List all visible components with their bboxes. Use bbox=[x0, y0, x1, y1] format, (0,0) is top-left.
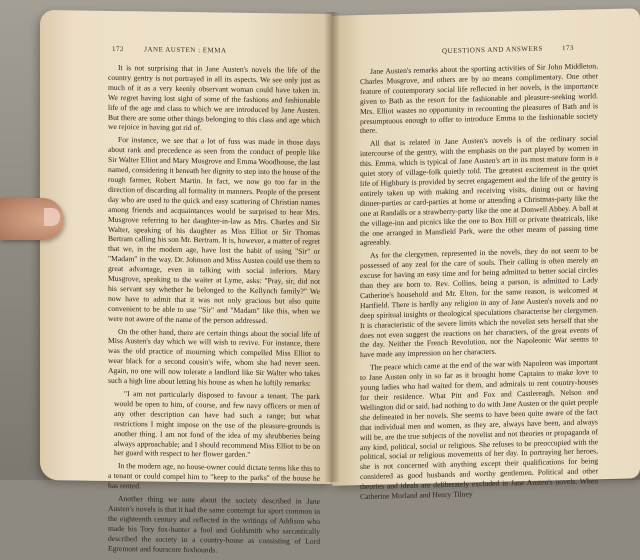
book-gutter bbox=[324, 12, 340, 482]
paragraph: It is not surprising that in Jane Austen's novels the life of the country gentry is not portrayed in all its aspects. We see only just as much of it as a very keenly observant woman could have taken in. We regret having lost sight of some of the fashions and fashionable life of the age and class to which we are introduced by Jane Austen. But there are some other things belonging to this class and age which we rejoice in having got rid of. bbox=[108, 63, 320, 133]
right-running-title: QUESTIONS AND ANSWERS bbox=[442, 44, 543, 56]
right-page bbox=[332, 8, 640, 502]
paragraph: The peace which came at the end of the war with Napoleon was important to Jane Austen only in so far as it brought home Captains to make love to young ladies who had waited for them, and admirals to rent country-houses for their residence. What Pitt and Fox and Castlereagh, Nelson and Wellington did or said, had nothing to do with Jane Austen or the quiet people she delineated in her novels. She seems to have been quite aware of the fact that individual men and women, as they are, always have been, and always will be, are the true subjects of the novelist and not theories or propaganda of any kind, political, social or religious. She refuses to be preoccupied with the political, social or religious movements of her day. In portraying her heroes, she is not concerned with anything except their qualifications for being considered as good husbands and worthy gentlemen. Political and other theories and ideals are deliberately excluded in Jane Austen's novels. When Catherine Morland and Henry Tilney bbox=[360, 357, 598, 502]
open-book bbox=[40, 12, 640, 555]
paragraph: For instance, we see that a lot of fuss was made in those days about rank and precedence as seen from the conduct of people like Sir Walter Elliot and Mary Musgrove and Emma Woodhouse, the last named, considering it beneath her dignity to step into the house of the rough farmer, Robert Martin. In fact, we now go too far in the direction of discarding all formality in manners. People of the present day who are used to the quick and easy scattering of Christian names among friends and acquaintances would be surprised to hear Mrs. Musgrove referring to her daughter-in-law as Mrs. Charles and Sir Walter, speaking of his daughter as Miss Elliot or Sir Thomas Bertram calling his son Mr. Bertram. It is, however, a matter of regret that we, in the modern age, have lost the habit of using "Sir" or "Madam" in the way. Dr. Johnson and Miss Austen could use them to great advantage, even in talking with social inferiors. Mary Musgrove, speaking to the waiter at Lyme, asks: "Pray, sir, did not his servant say whether he belonged to the Kellynch family?" We now have to admit that it was not only gracious but also quite convenient to be able to use "Sir" and "Madam" like this, when we were not aware of the name of the person addressed. bbox=[108, 135, 320, 325]
right-running-head bbox=[332, 42, 640, 58]
paragraph: Jane Austen's remarks about the sporting activities of Sir John Middleton, Charles Musgrove, and others are by no means complimentary. One other feature of contemporary social life reflected in her novels, is the importance given to Bath as the resort for the fashionable and pleasure-seeking world. Mrs. Elliot wastes no opportunity in recounting the pleasures of Bath and is presumptuous enough to offer to introduce Emma to the fashionable society there. bbox=[360, 61, 598, 136]
left-running-title: JANE AUSTEN : EMMA bbox=[144, 45, 227, 55]
right-page-text bbox=[360, 61, 598, 505]
paragraph: All that is related in Jane Austen's novels is of the ordinary social intercourse of the gentry, with the emphasis on the part played by women in this. Emma, which is typical of Jane Austen's art in its most mature form is a quiet story of village-folk quietly told. The greatest excitement in the quiet life of Highbury is provided by secret engagement and the life of the gentry is entirely taken up with making and receiving visits, dining out or having dinner-parties or card-parties at home or attending a Christmas-party like the one at Randalls or a strawberry-party like the one at Donwell Abbey. A ball at the village-inn and picnics like the one to Box Hill or private theatricals, like the one arranged in Mansfield Park, were the other means of passing time agreeably. bbox=[360, 133, 598, 248]
left-running-head bbox=[40, 44, 332, 56]
paragraph: In the modern age, no house-owner could dictate terms like this to a tenant or could compel him to "keep to the parks" of the house he has rented. bbox=[108, 461, 320, 491]
quotation: "I am not particularly disposed to favour a tenant. The park would be open to him, of course, and few navy officers or men of any other description can have had such a range; but what restrictions I might impose on the use of the pleasure-grounds is another thing. I am not fond of the idea of my shrubberies being always approachable; and I should recommend Miss Elliot to be on her guard with respect to her flower garden." bbox=[114, 389, 320, 460]
paragraph: As for the clergymen, represented in the novels, they do not seem to be possessed of any zeal for the care of souls. Their calling is often merely an excuse for having an easy time and for being admitted to better social circles than they are born to. Rev. Collins, being a parson, is admitted to Lady Catherine's household and Mr. Elton, for the same reason, is welcomed at Hartfield. There is hardly any religion in any of Jane Austen's novels and no deep spiritual insights or theological speculations characterise her clergymen. It is characteristic of the severe limits which the novelist sets herself that she does not even suggest the reactions on her characters, of the great events of the day. Neither the French Revolution, nor the Napoleonic War seems to have made any impression on her characters. bbox=[360, 245, 598, 360]
left-page-number: 172 bbox=[112, 44, 124, 54]
paragraph: Another thing we note about the society described in Jane Austen's novels is that it had the same contempt for sport common in the eighteenth century and reflected in the writings of Addison who made his Tory fox-hunter a fool and Goldsmith who sarcastically described the society in a country-house as consisting of Lord Egremont and fourscore foxhounds. bbox=[108, 494, 320, 555]
left-page bbox=[40, 10, 332, 555]
thumb bbox=[0, 198, 64, 240]
thumbnail-nail bbox=[44, 208, 60, 226]
left-page-text bbox=[108, 63, 320, 559]
paragraph: On the other hand, there are certain things about the social life of Miss Austen's day which we will wish to revive. For instance, there was the old practice of mourning which compelled Miss Elliot to wear black for a second cousin's wife, whom she had never seen. Again, no one will now tolerate a landlord like Sir Walter who takes such a high line about letting his house as when he loftily remarks: bbox=[108, 326, 320, 388]
right-page-number: 173 bbox=[562, 43, 574, 53]
